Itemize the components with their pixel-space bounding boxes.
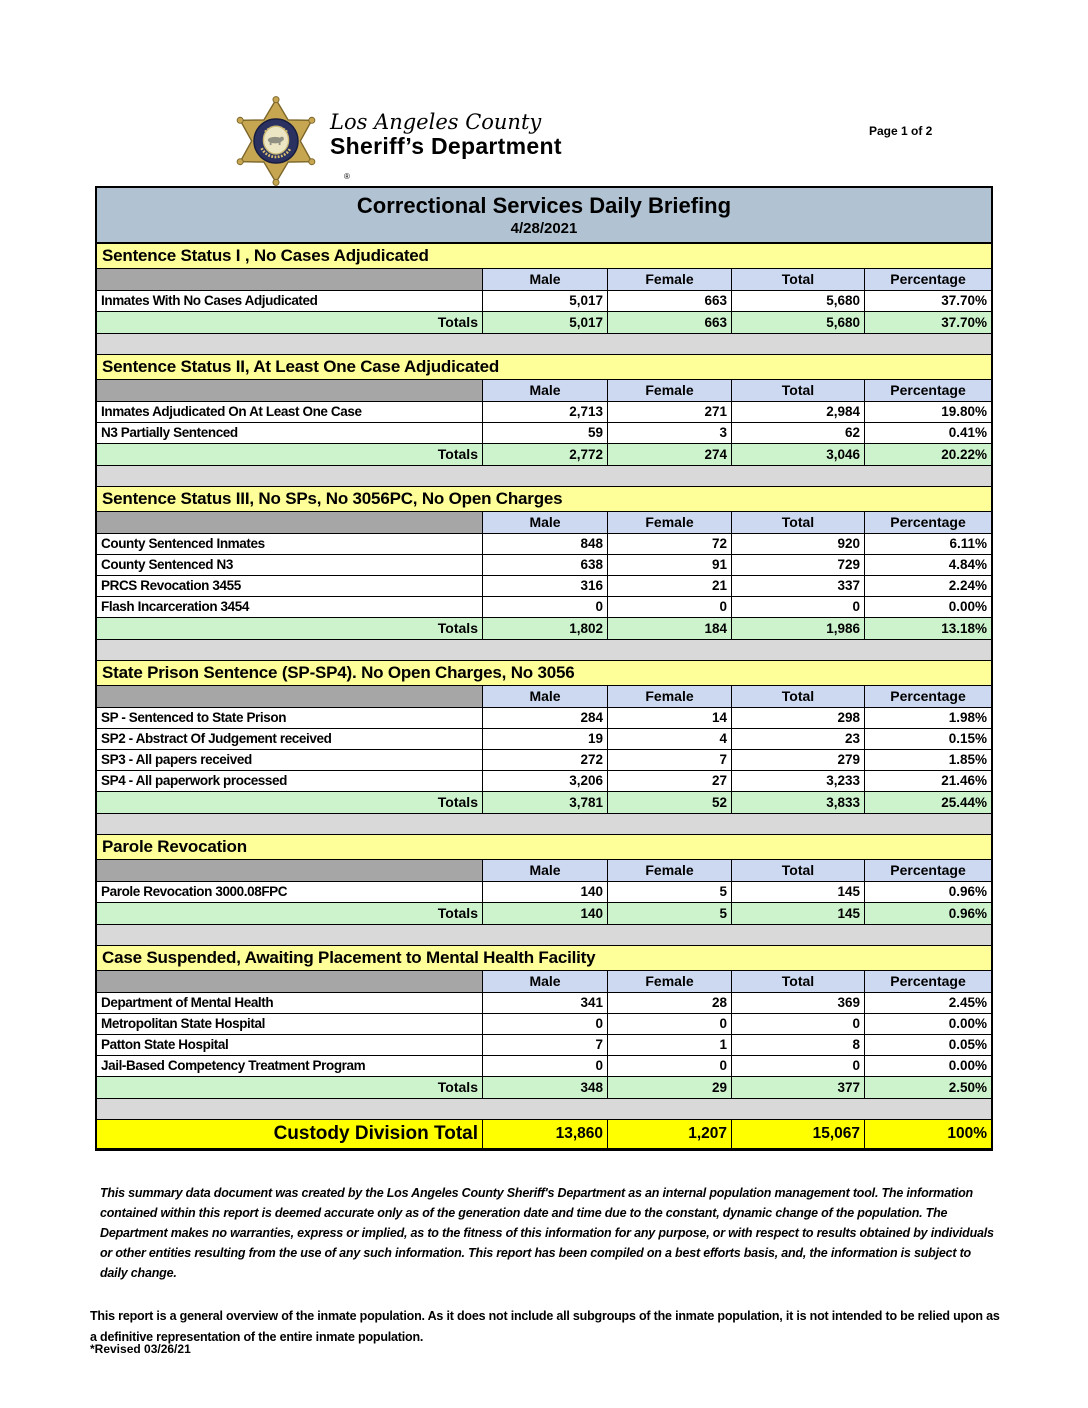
row-female: 21 xyxy=(608,576,732,596)
grand-total-label: Custody Division Total xyxy=(97,1120,483,1148)
row-male: 0 xyxy=(483,1056,608,1076)
grand-total-row xyxy=(97,1120,991,1148)
column-header-male: Male xyxy=(483,686,608,707)
section-6 xyxy=(97,946,991,1120)
section-title: Case Suspended, Awaiting Placement to Mental Health Facility xyxy=(97,946,991,971)
row-label: SP4 - All paperwork processed xyxy=(97,771,483,791)
totals-row xyxy=(97,792,991,814)
row-male: 848 xyxy=(483,534,608,554)
row-total: 279 xyxy=(732,750,865,770)
column-header-percentage: Percentage xyxy=(865,269,991,290)
totals-male: 2,772 xyxy=(483,444,608,465)
column-header-total: Total xyxy=(732,686,865,707)
row-total: 0 xyxy=(732,597,865,617)
row-label: Inmates With No Cases Adjudicated xyxy=(97,291,483,311)
totals-label: Totals xyxy=(97,903,483,924)
row-percentage: 1.85% xyxy=(948,752,987,767)
totals-female: 663 xyxy=(608,312,732,333)
row-male: 7 xyxy=(483,1035,608,1055)
data-row xyxy=(97,993,991,1014)
section-title: Parole Revocation xyxy=(97,835,991,860)
section-title: Sentence Status I , No Cases Adjudicated xyxy=(97,244,991,269)
row-total: 920 xyxy=(732,534,865,554)
row-percentage: 0.96% xyxy=(948,884,987,899)
row-female: 663 xyxy=(608,291,732,311)
totals-percentage: 13.18% xyxy=(865,618,991,639)
row-total: 8 xyxy=(732,1035,865,1055)
row-male: 5,017 xyxy=(483,291,608,311)
totals-female: 29 xyxy=(608,1077,732,1098)
totals-row xyxy=(97,903,991,925)
grand-total-female: 1,207 xyxy=(608,1120,732,1148)
row-label: SP3 - All papers received xyxy=(97,750,483,770)
section-1 xyxy=(97,244,991,355)
totals-label: Totals xyxy=(97,792,483,813)
row-percentage: 0.15% xyxy=(948,731,987,746)
section-spacer xyxy=(97,334,991,355)
row-total: 2,984 xyxy=(732,402,865,422)
grand-total-male: 13,860 xyxy=(483,1120,608,1148)
data-row xyxy=(97,708,991,729)
column-header-percentage: Percentage xyxy=(865,971,991,992)
totals-total: 3,833 xyxy=(732,792,865,813)
data-row xyxy=(97,555,991,576)
row-male: 284 xyxy=(483,708,608,728)
totals-male: 3,781 xyxy=(483,792,608,813)
row-label: County Sentenced N3 xyxy=(97,555,483,575)
totals-total: 1,986 xyxy=(732,618,865,639)
row-label: County Sentenced Inmates xyxy=(97,534,483,554)
sheriff-star-badge-icon xyxy=(231,96,321,186)
totals-percentage: 2.50% xyxy=(865,1077,991,1098)
data-row xyxy=(97,771,991,792)
logo-department-text: Sheriff’s Department xyxy=(330,133,562,159)
row-male: 59 xyxy=(483,423,608,443)
column-header-female: Female xyxy=(608,512,732,533)
column-header-female: Female xyxy=(608,860,732,881)
row-label: SP - Sentenced to State Prison xyxy=(97,708,483,728)
row-percentage: 4.84% xyxy=(948,557,987,572)
row-total: 5,680 xyxy=(732,291,865,311)
column-header-total: Total xyxy=(732,380,865,401)
totals-percentage: 0.96% xyxy=(865,903,991,924)
section-spacer xyxy=(97,925,991,946)
totals-row xyxy=(97,444,991,466)
totals-female: 274 xyxy=(608,444,732,465)
data-row xyxy=(97,1056,991,1077)
row-male: 316 xyxy=(483,576,608,596)
row-male: 3,206 xyxy=(483,771,608,791)
column-header-total: Total xyxy=(732,860,865,881)
totals-female: 52 xyxy=(608,792,732,813)
totals-female: 184 xyxy=(608,618,732,639)
row-male: 0 xyxy=(483,1014,608,1034)
row-male: 341 xyxy=(483,993,608,1013)
totals-label: Totals xyxy=(97,1077,483,1098)
totals-percentage: 37.70% xyxy=(865,312,991,333)
revised-date-text: *Revised 03/26/21 xyxy=(90,1342,191,1356)
totals-male: 348 xyxy=(483,1077,608,1098)
data-row xyxy=(97,882,991,903)
row-male: 638 xyxy=(483,555,608,575)
column-header-row xyxy=(97,686,991,708)
column-header-row xyxy=(97,860,991,882)
row-female: 27 xyxy=(608,771,732,791)
section-3 xyxy=(97,487,991,661)
column-header-row xyxy=(97,269,991,291)
row-label: Flash Incarceration 3454 xyxy=(97,597,483,617)
column-header-male: Male xyxy=(483,860,608,881)
row-total: 3,233 xyxy=(732,771,865,791)
column-header-percentage: Percentage xyxy=(865,512,991,533)
row-female: 0 xyxy=(608,597,732,617)
row-female: 72 xyxy=(608,534,732,554)
totals-total: 145 xyxy=(732,903,865,924)
row-female: 28 xyxy=(608,993,732,1013)
data-row xyxy=(97,534,991,555)
section-spacer xyxy=(97,814,991,835)
grand-total-percentage: 100% xyxy=(865,1120,991,1148)
data-row xyxy=(97,423,991,444)
section-5 xyxy=(97,835,991,946)
totals-male: 5,017 xyxy=(483,312,608,333)
row-male: 272 xyxy=(483,750,608,770)
row-percentage: 0.00% xyxy=(948,1058,987,1073)
column-header-percentage: Percentage xyxy=(865,686,991,707)
column-header-female: Female xyxy=(608,380,732,401)
column-header-female: Female xyxy=(608,686,732,707)
row-label: Department of Mental Health xyxy=(97,993,483,1013)
section-4 xyxy=(97,661,991,835)
row-female: 1 xyxy=(608,1035,732,1055)
column-header-male: Male xyxy=(483,269,608,290)
column-header-row xyxy=(97,380,991,402)
totals-row xyxy=(97,1077,991,1099)
row-male: 0 xyxy=(483,597,608,617)
row-total: 729 xyxy=(732,555,865,575)
column-header-percentage: Percentage xyxy=(865,860,991,881)
totals-percentage: 25.44% xyxy=(865,792,991,813)
row-female: 0 xyxy=(608,1056,732,1076)
data-row xyxy=(97,1014,991,1035)
data-row xyxy=(97,402,991,423)
column-header-spacer xyxy=(97,269,483,290)
row-percentage: 0.05% xyxy=(948,1037,987,1052)
row-female: 7 xyxy=(608,750,732,770)
row-total: 298 xyxy=(732,708,865,728)
row-percentage: 0.00% xyxy=(948,599,987,614)
totals-male: 140 xyxy=(483,903,608,924)
row-female: 4 xyxy=(608,729,732,749)
row-percentage: 21.46% xyxy=(941,773,987,788)
section-title: State Prison Sentence (SP-SP4). No Open Charges, No 3056 xyxy=(97,661,991,686)
report-title-bar xyxy=(97,188,991,244)
report-title: Correctional Services Daily Briefing xyxy=(356,193,732,218)
row-percentage: 2.45% xyxy=(948,995,987,1010)
column-header-spacer xyxy=(97,971,483,992)
row-female: 91 xyxy=(608,555,732,575)
row-female: 5 xyxy=(608,882,732,902)
row-total: 23 xyxy=(732,729,865,749)
section-spacer xyxy=(97,640,991,661)
report-table xyxy=(95,186,993,1151)
totals-percentage: 20.22% xyxy=(865,444,991,465)
row-percentage: 37.70% xyxy=(941,293,987,308)
row-label: Jail-Based Competency Treatment Program xyxy=(97,1056,483,1076)
column-header-spacer xyxy=(97,512,483,533)
row-total: 62 xyxy=(732,423,865,443)
row-label: Parole Revocation 3000.08FPC xyxy=(97,882,483,902)
row-label: SP2 - Abstract Of Judgement received xyxy=(97,729,483,749)
data-row xyxy=(97,597,991,618)
column-header-percentage: Percentage xyxy=(865,380,991,401)
totals-total: 5,680 xyxy=(732,312,865,333)
row-female: 3 xyxy=(608,423,732,443)
column-header-spacer xyxy=(97,860,483,881)
column-header-total: Total xyxy=(732,269,865,290)
row-total: 337 xyxy=(732,576,865,596)
column-header-male: Male xyxy=(483,380,608,401)
section-spacer xyxy=(97,466,991,487)
row-label: Patton State Hospital xyxy=(97,1035,483,1055)
logo-wordmark xyxy=(330,111,562,159)
row-percentage: 0.00% xyxy=(948,1016,987,1031)
row-label: N3 Partially Sentenced xyxy=(97,423,483,443)
totals-row xyxy=(97,618,991,640)
totals-label: Totals xyxy=(97,618,483,639)
logo-county-text: Los Angeles County xyxy=(330,110,542,134)
column-header-row xyxy=(97,971,991,993)
column-header-female: Female xyxy=(608,971,732,992)
totals-label: Totals xyxy=(97,444,483,465)
column-header-female: Female xyxy=(608,269,732,290)
section-spacer xyxy=(97,1099,991,1120)
grand-total-total: 15,067 xyxy=(732,1120,865,1148)
row-percentage: 0.41% xyxy=(948,425,987,440)
column-header-spacer xyxy=(97,686,483,707)
row-percentage: 2.24% xyxy=(948,578,987,593)
row-female: 0 xyxy=(608,1014,732,1034)
section-2 xyxy=(97,355,991,487)
row-female: 14 xyxy=(608,708,732,728)
totals-total: 377 xyxy=(732,1077,865,1098)
totals-row xyxy=(97,312,991,334)
totals-label: Totals xyxy=(97,312,483,333)
data-row xyxy=(97,291,991,312)
data-row xyxy=(97,750,991,771)
section-title: Sentence Status II, At Least One Case Adjudicated xyxy=(97,355,991,380)
column-header-total: Total xyxy=(732,971,865,992)
data-row xyxy=(97,576,991,597)
totals-male: 1,802 xyxy=(483,618,608,639)
row-female: 271 xyxy=(608,402,732,422)
row-percentage: 19.80% xyxy=(941,404,987,419)
totals-total: 3,046 xyxy=(732,444,865,465)
disclaimer-text: This summary data document was created by the Los Angeles County Sheriff's Department as an internal population management tool. The information contained within this report is deemed accurate only as of the generation date and time due to the constant, dynamic change of the population. The Department makes no warranties, express or implied, as to the fitness of this information for any purpose, or with respect to results obtained by individuals or other entities resulting from the use of any such information. This report has been compiled on a best efforts basis, and, the information is subject to daily change. xyxy=(100,1186,994,1280)
data-row xyxy=(97,1035,991,1056)
report-sections xyxy=(97,244,991,1120)
row-total: 145 xyxy=(732,882,865,902)
section-title: Sentence Status III, No SPs, No 3056PC, No Open Charges xyxy=(97,487,991,512)
column-header-total: Total xyxy=(732,512,865,533)
row-total: 0 xyxy=(732,1014,865,1034)
page-number: Page 1 of 2 xyxy=(869,124,933,138)
row-male: 140 xyxy=(483,882,608,902)
row-total: 0 xyxy=(732,1056,865,1076)
row-label: Metropolitan State Hospital xyxy=(97,1014,483,1034)
row-label: PRCS Revocation 3455 xyxy=(97,576,483,596)
registered-trademark-icon: ® xyxy=(344,172,350,181)
column-header-row xyxy=(97,512,991,534)
row-percentage: 6.11% xyxy=(949,536,987,551)
column-header-male: Male xyxy=(483,512,608,533)
column-header-male: Male xyxy=(483,971,608,992)
row-total: 369 xyxy=(732,993,865,1013)
row-label: Inmates Adjudicated On At Least One Case xyxy=(97,402,483,422)
overview-note-text: This report is a general overview of the inmate population. As it does not include all subgroups of the inmate population, it is not intended to be relied upon as a definitive representation of the entire inmate population. xyxy=(90,1309,1000,1344)
report-date: 4/28/2021 xyxy=(510,220,578,237)
column-header-spacer xyxy=(97,380,483,401)
row-percentage: 1.98% xyxy=(948,710,987,725)
data-row xyxy=(97,729,991,750)
row-male: 19 xyxy=(483,729,608,749)
totals-female: 5 xyxy=(608,903,732,924)
row-male: 2,713 xyxy=(483,402,608,422)
